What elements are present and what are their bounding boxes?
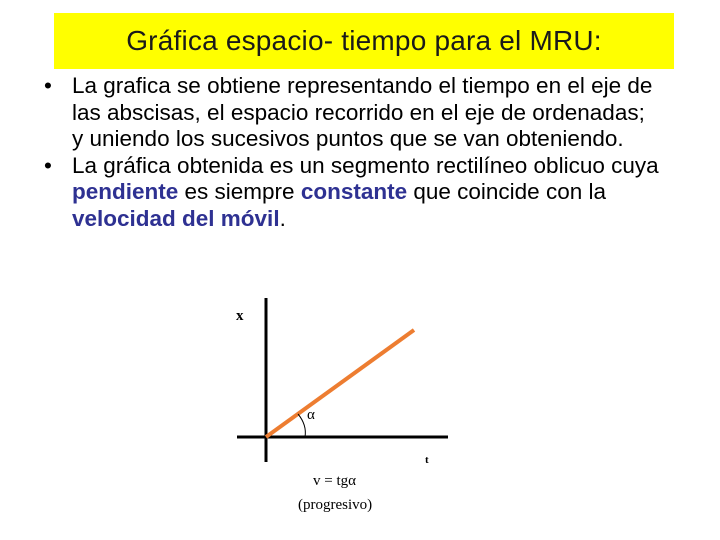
bullet-text-2b: es siempre xyxy=(178,179,301,204)
formula-label: v = tgα xyxy=(313,473,356,489)
bullet-text-1: La grafica se obtiene representando el tiempo en el eje de las abscisas, el espacio recorrido en el eje de ordenadas; y uniendo los sucesivos puntos que se van obteniendo. xyxy=(72,73,653,151)
highlight-pendiente: pendiente xyxy=(72,179,179,204)
bullet-symbol: • xyxy=(44,73,52,98)
y-axis-label: x xyxy=(236,308,244,324)
caption-label: (progresivo) xyxy=(298,497,373,513)
highlight-velocidad: velocidad del móvil xyxy=(72,205,280,231)
bullet-symbol: • xyxy=(44,152,52,178)
bullet-text-2d: . xyxy=(279,205,286,231)
highlight-constante: constante xyxy=(300,179,408,204)
bullet-text-2c: que coincide con la xyxy=(407,179,606,204)
angle-arc xyxy=(298,414,305,437)
bullet-text-2a: La gráfica obtenida es un segmento rectilíneo oblicuo cuya xyxy=(72,152,659,178)
angle-label: α xyxy=(307,407,315,423)
x-axis-label: t xyxy=(425,454,429,466)
position-line xyxy=(266,330,414,437)
page-title: Gráfica espacio- tiempo para el MRU: xyxy=(126,25,602,56)
